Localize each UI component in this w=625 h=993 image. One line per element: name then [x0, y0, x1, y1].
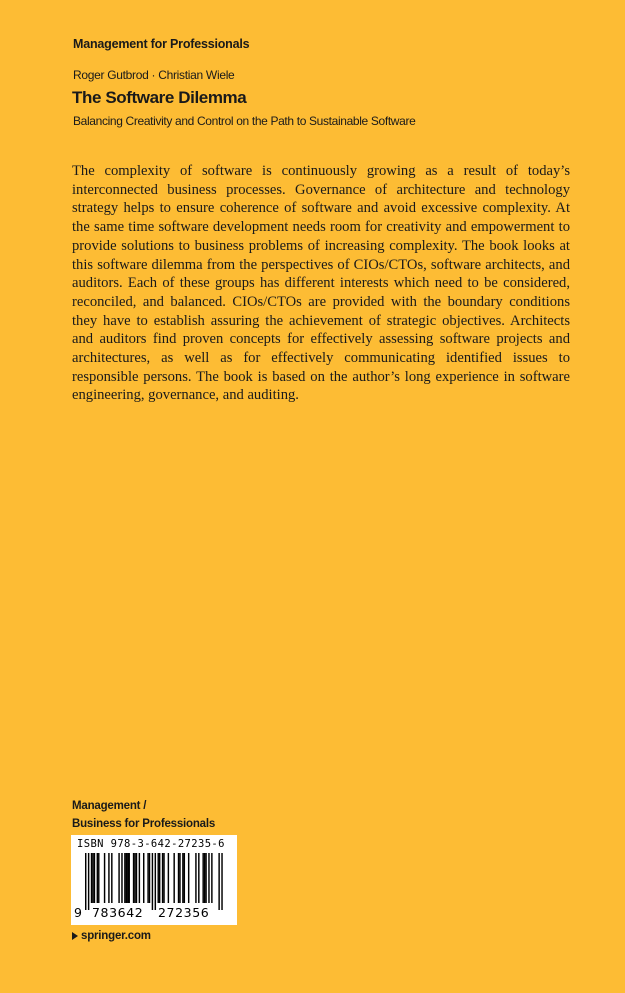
barcode-bar	[127, 853, 128, 903]
barcode-bar	[182, 853, 183, 903]
barcode-bar	[163, 853, 164, 903]
publisher-link[interactable]	[72, 930, 151, 942]
barcode-bar	[129, 853, 130, 903]
barcode-bar	[155, 853, 156, 910]
book-description: The complexity of software is continuously growing as a result of today’s interconnected business processes. Governance of architecture and technology strategy helps to ensure coherence of software and avoid excessive complexity. At the same time software development needs room for creativity and empowerment to provide solutions to business problems of increasing complexity. The book looks at this software dilemma from the perspectives of CIOs/CTOs, software architects, and auditors. Each of these groups has different interests which need to be considered, reconciled, and balanced. CIOs/​CTOs are provided with the boundary conditions they have to establish assuring the achievement of strategic objectives. Architects and auditors find proven concepts for effectively assessing software projects and architectures, as well as for effectively communicating identified issues to responsible persons. The book is based on the author’s long experience in software engineering, governance, and auditing.	[72, 163, 570, 404]
barcode-bar	[94, 853, 95, 903]
barcode-bar	[88, 853, 89, 910]
barcode-bar	[134, 853, 135, 903]
barcode-bar	[118, 853, 119, 903]
book-title: The Software Dilemma	[72, 88, 247, 107]
barcode-bar	[121, 853, 122, 903]
barcode-bar	[104, 853, 105, 903]
barcode-bar	[184, 853, 185, 903]
series-name: Management for Professionals	[73, 37, 250, 51]
barcode-bar	[168, 853, 169, 903]
barcode-bar	[152, 853, 153, 910]
arrow-right-icon	[72, 932, 78, 940]
barcode-bar	[195, 853, 196, 903]
barcode-bar	[91, 853, 92, 903]
isbn-label: ISBN 978-3-642-27235-6	[77, 838, 225, 850]
barcode-bar	[173, 853, 174, 903]
barcode-bar	[188, 853, 189, 903]
publisher-url: springer.com	[81, 930, 151, 942]
barcode-bar	[126, 853, 127, 903]
barcode-bar	[159, 853, 160, 903]
category-line-2: Business for Professionals	[72, 818, 216, 830]
barcode-bar	[92, 853, 93, 903]
barcode-bar	[149, 853, 150, 903]
barcode-bar	[179, 853, 180, 903]
barcode-bar	[124, 853, 125, 903]
barcode-bar	[147, 853, 148, 903]
isbn-barcode	[71, 835, 237, 925]
book-subtitle: Balancing Creativity and Control on the Path to Sustainable Software	[73, 114, 416, 128]
ean-right-group: 272356	[158, 905, 210, 920]
barcode-bars	[85, 853, 230, 911]
barcode-bar	[85, 853, 86, 910]
barcode-bar	[143, 853, 144, 903]
barcode-bar	[204, 853, 205, 903]
ean-first-digit: 9	[74, 905, 83, 920]
barcode-bar	[162, 853, 163, 903]
barcode-bar	[108, 853, 109, 903]
author-names: Roger Gutbrod · Christian Wiele	[73, 68, 235, 82]
barcode-bar	[178, 853, 179, 903]
barcode-bar	[97, 853, 98, 903]
subject-category	[72, 797, 215, 833]
barcode-bar	[211, 853, 212, 903]
barcode-bar	[218, 853, 219, 910]
barcode-bar	[202, 853, 203, 903]
category-line-1: Management /	[72, 800, 147, 812]
barcode-bar	[136, 853, 137, 903]
barcode-bar	[98, 853, 99, 903]
barcode-bar	[208, 853, 209, 903]
ean-left-group: 783642	[92, 905, 144, 920]
barcode-bar	[111, 853, 112, 903]
barcode-bar	[205, 853, 206, 903]
barcode-bar	[198, 853, 199, 903]
barcode-bar	[221, 853, 222, 910]
barcode-bar	[133, 853, 134, 903]
barcode-bar	[158, 853, 159, 903]
barcode-bar	[139, 853, 140, 903]
